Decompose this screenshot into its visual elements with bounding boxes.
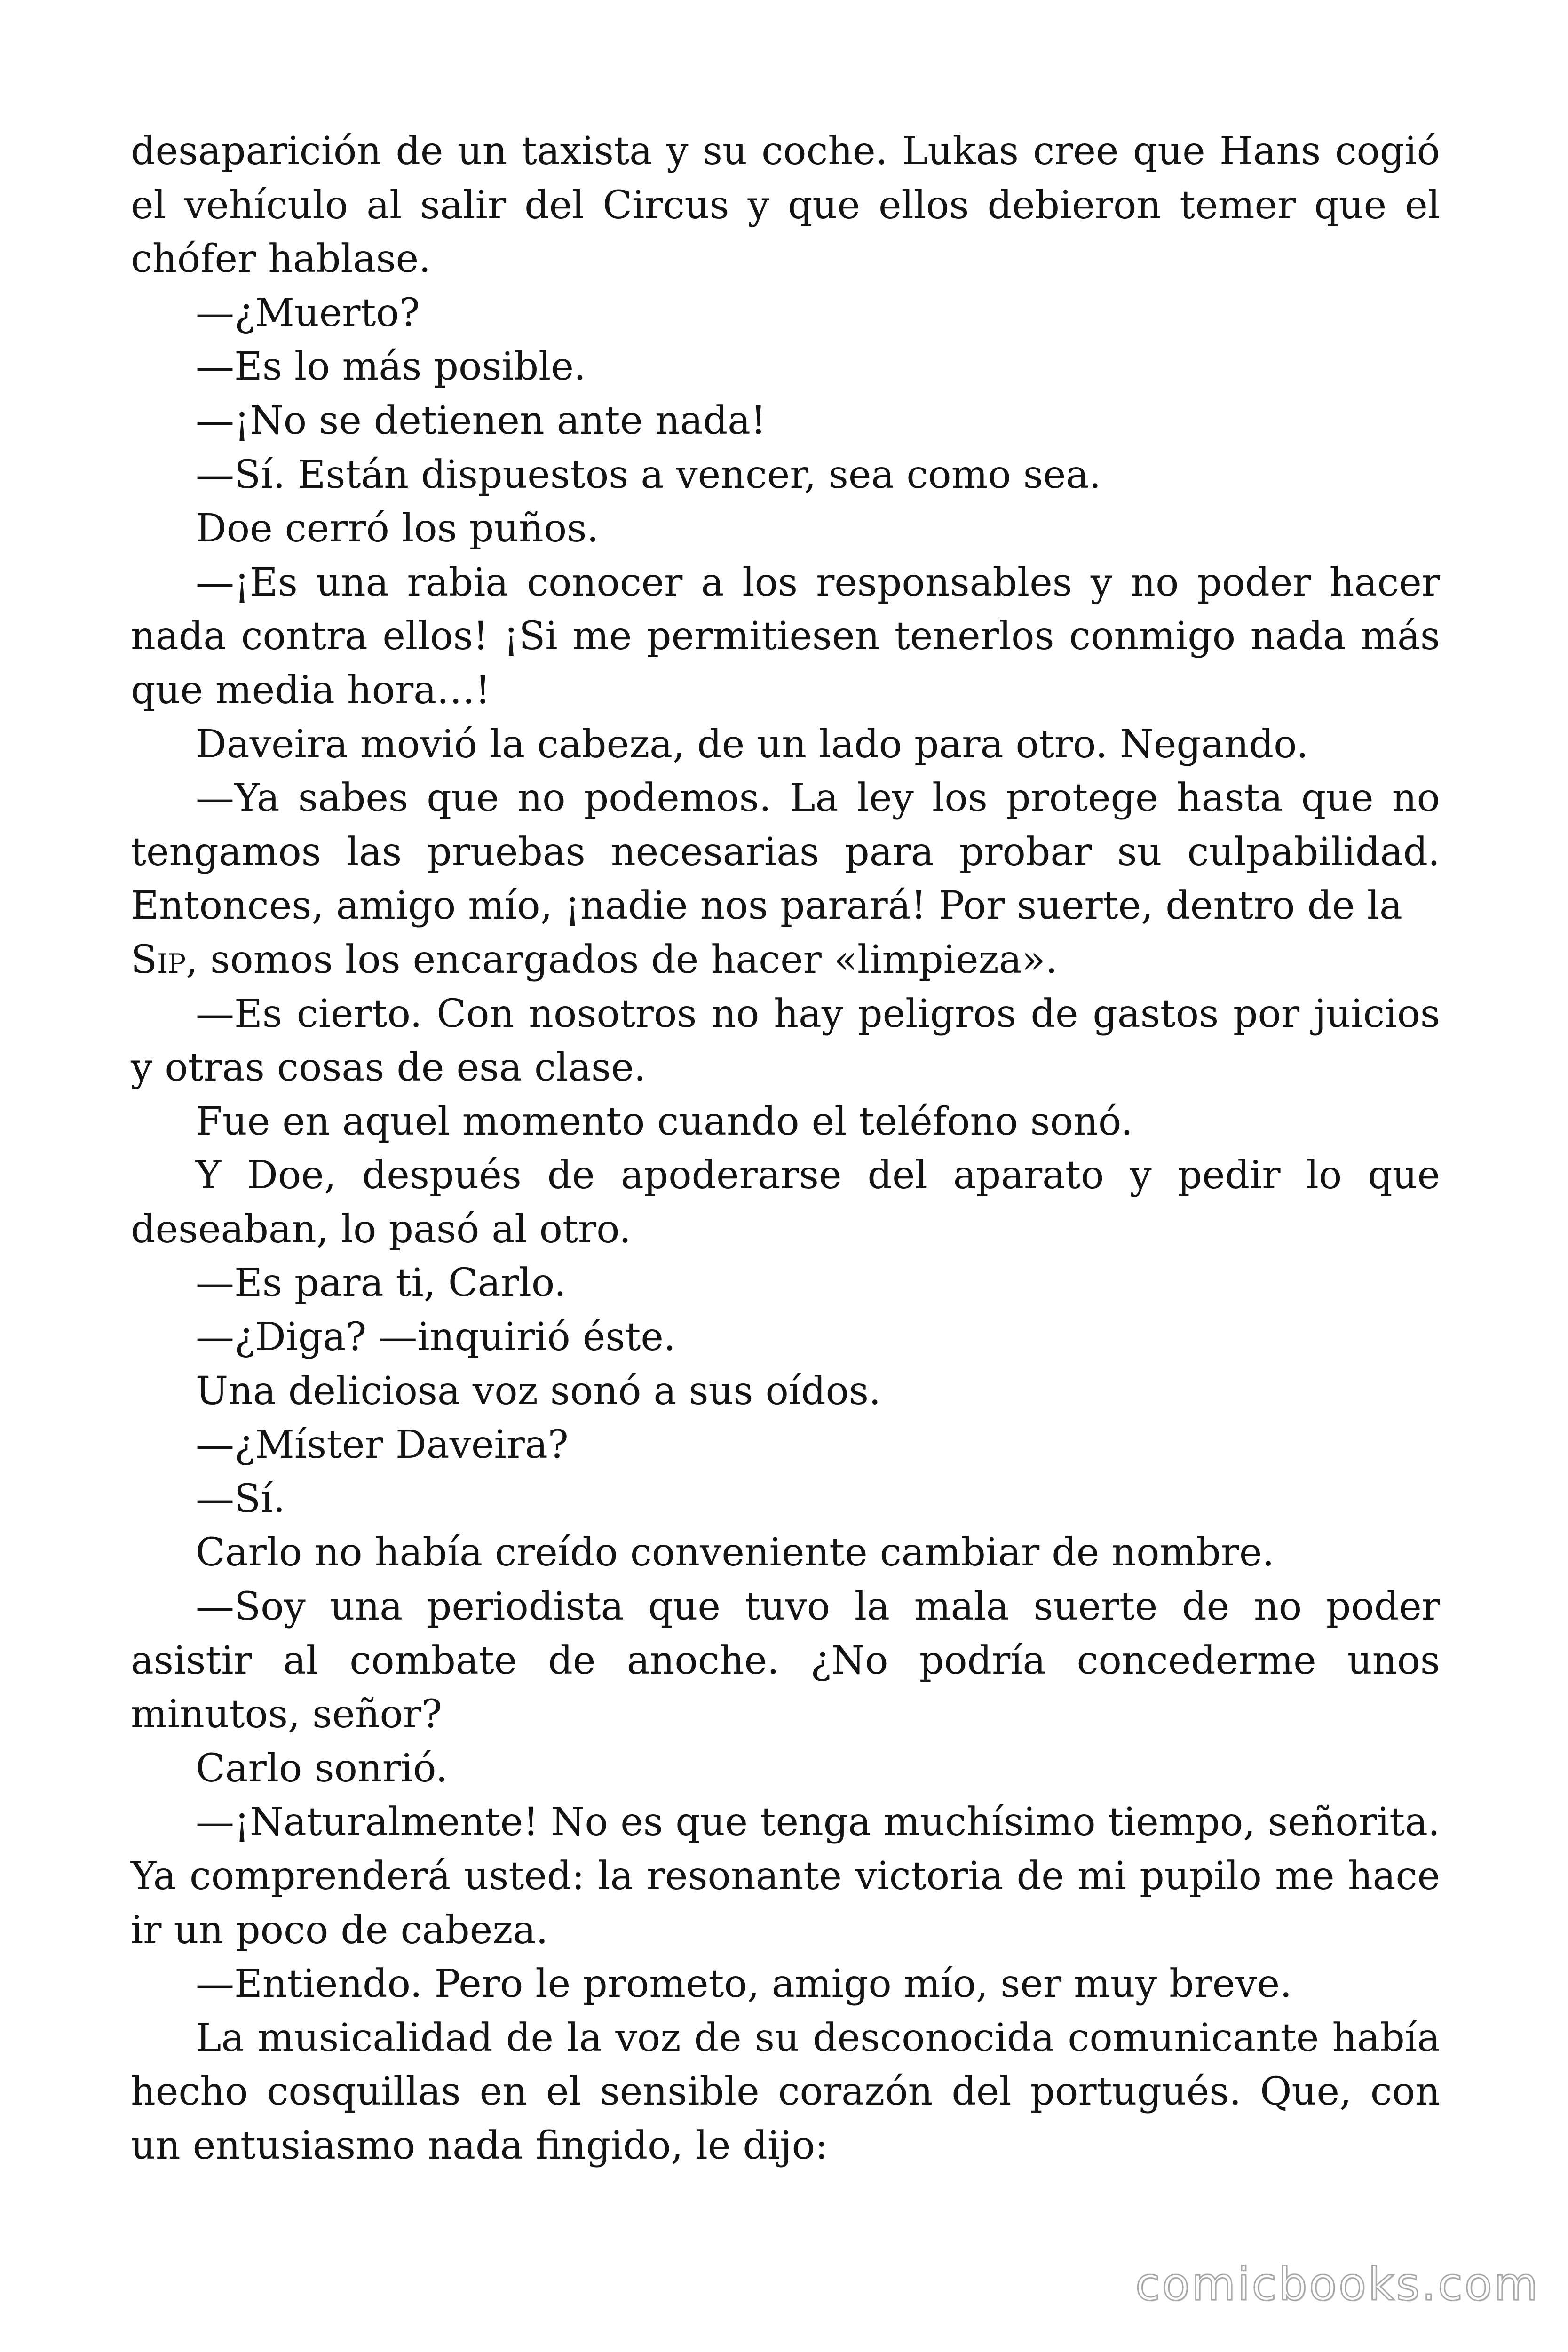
paragraph: desaparición de un taxista y su coche. Lukas cree que Hans cogió el vehículo al salir del Circus y que ellos debieron temer que el chófer hablase. (131, 129, 1440, 282)
paragraph: —Es cierto. Con nosotros no hay peligros de gastos por juicios y otras cosas de esa clase. (131, 991, 1440, 1090)
paragraph: —¿Muerto? (196, 290, 420, 335)
paragraph: —¡No se detienen ante nada! (196, 398, 767, 443)
paragraph: —Es para ti, Carlo. (196, 1261, 566, 1306)
paragraph: —¡Es una rabia conocer a los responsables y no poder hacer nada contra ellos! ¡Si me permitiesen tenerlos conmigo nada más que media hora…! (131, 560, 1440, 713)
paragraph: Carlo no había creído conveniente cambiar de nombre. (196, 1530, 1275, 1575)
paragraph: —Es lo más posible. (196, 344, 586, 389)
paragraph: —Entiendo. Pero le prometo, amigo mío, ser muy breve. (196, 1962, 1292, 2007)
paragraph-text: , somos los encargados de hacer «limpieza». (186, 937, 1058, 982)
paragraph: —¿Míster Daveira? (196, 1422, 569, 1468)
paragraph: Daveira movió la cabeza, de un lado para otro. Negando. (196, 722, 1309, 767)
paragraph-text: —Ya sabes que no podemos. La ley los protege hasta que no tengamos las pruebas necesarias para probar su culpabilidad. Entonces, amigo mío, ¡nadie nos parará! Por suerte, dentro de la (131, 776, 1440, 929)
paragraph: Fue en aquel momento cuando el teléfono sonó. (196, 1099, 1133, 1144)
paragraph: Y Doe, después de apoderarse del aparato y pedir lo que deseaban, lo pasó al otro. (131, 1153, 1440, 1252)
paragraph: Doe cerró los puños. (196, 506, 599, 551)
site-watermark: comicbooks.com (1135, 2258, 1540, 2311)
paragraph: —Sí. Están dispuestos a vencer, sea como sea. (196, 452, 1101, 497)
body-text (131, 125, 1440, 2173)
paragraph: —Soy una periodista que tuvo la mala suerte de no poder asistir al combate de anoche. ¿No podría concederme unos minutos, señor? (131, 1584, 1440, 1737)
paragraph (131, 771, 1440, 987)
paragraph: —¡Naturalmente! No es que tenga muchísimo tiempo, señorita. Ya comprenderá usted: la resonante victoria de mi pupilo me hace ir un poco de cabeza. (131, 1800, 1440, 1953)
paragraph: Una deliciosa voz sonó a sus oídos. (196, 1368, 881, 1414)
paragraph: —¿Diga? —inquirió éste. (196, 1315, 676, 1360)
paragraph: La musicalidad de la voz de su desconocida comunicante había hecho cosquillas en el sensible corazón del portugués. Que, con un entusiasmo nada fingido, le dijo: (131, 2015, 1440, 2168)
paragraph: Carlo sonrió. (196, 1746, 448, 1791)
paragraph: —Sí. (196, 1476, 285, 1521)
sip-abbreviation: Sip (131, 937, 186, 982)
